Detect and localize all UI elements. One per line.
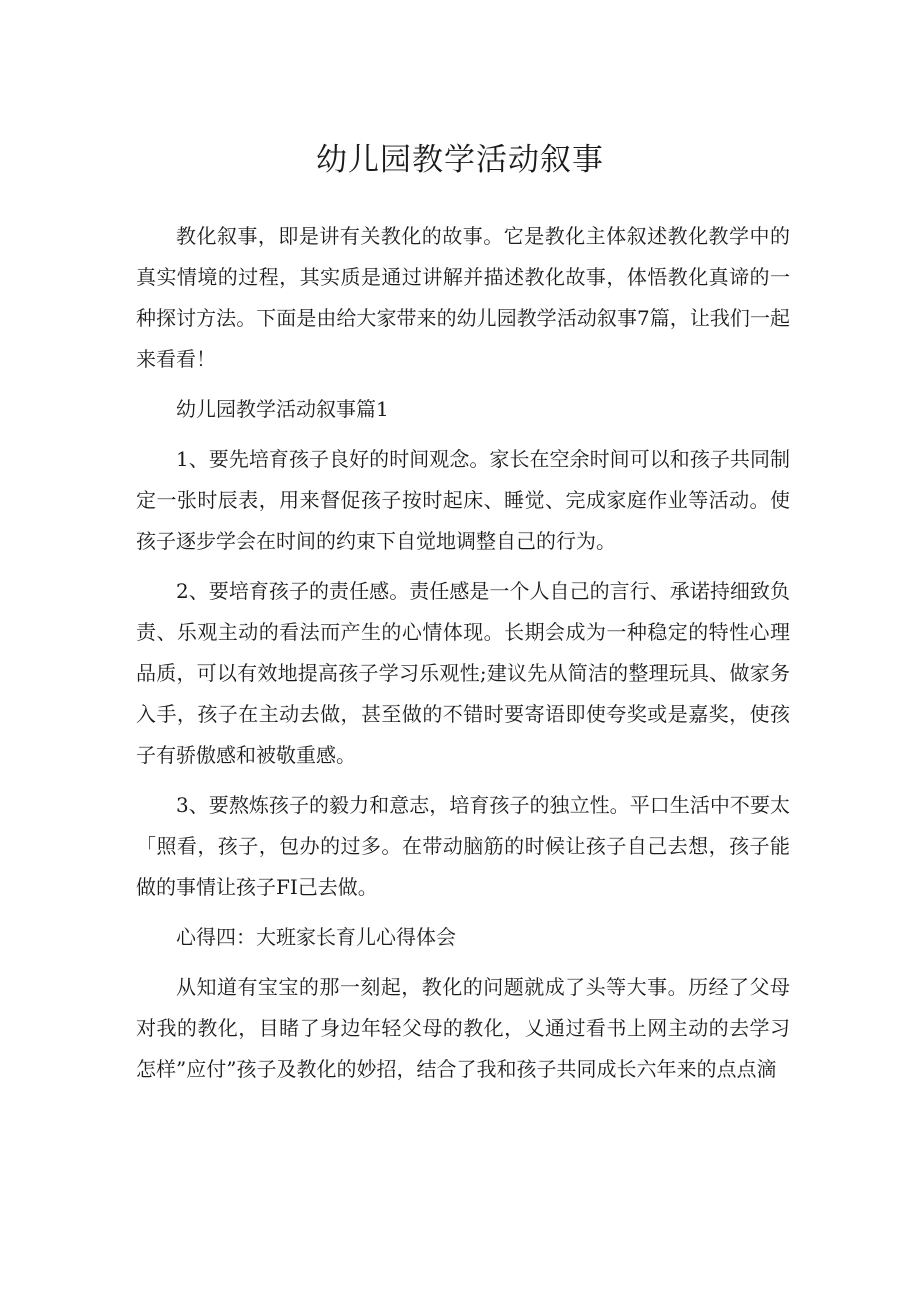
document-body xyxy=(136,216,790,1099)
document-title: 幼儿园教学活动叙事 xyxy=(316,142,604,178)
body-paragraph-4: 从知道有宝宝的那一刻起，教化的问题就成了头等大事。历经了父母对我的教化，目睹了身边年轻父母的教化，乂通过看书上网主动的去学习怎样”应付”孩子及教化的妙招，结合了我和孩子共同成长六年来的点点滴 xyxy=(136,975,790,1081)
section-heading-4: 心得四：大班家长育儿心得体会 xyxy=(176,925,456,949)
body-paragraph-1: 1、要先培育孩子良好的时间观念。家长在空余时间可以和孩子共同制定一张时辰表，用来督促孩子按时起床、睡觉、完成家庭作业等活动。使孩子逐步学会在时间的约束下自觉地调整自己的行为。 xyxy=(136,447,790,553)
body-paragraph-3: 3、要熬炼孩子的毅力和意志，培育孩子的独立性。平口生活中不要太「照看，孩子，包办的过多。在带动脑筋的时候让孩子自己去想，孩子能做的事情让孩子FI己去做。 xyxy=(136,793,790,899)
section-heading-1: 幼儿园教学活动叙事篇1 xyxy=(176,397,389,421)
intro-paragraph: 教化叙事，即是讲有关教化的故事。它是教化主体叙述教化教学中的真实情境的过程，其实质是通过讲解并描述教化故事，体悟教化真谛的一种探讨方法。下面是由给大家带来的幼儿园教学活动叙事7篇，让我们一起来看看！ xyxy=(136,224,790,371)
body-paragraph-2: 2、要培育孩子的责任感。责任感是一个人自己的言行、承诺持细致负责、乐观主动的看法而产生的心情体现。长期会成为一种稳定的特性心理品质，可以有效地提高孩子学习乐观性;建议先从简洁的整理玩具、做家务入手，孩子在主动去做，甚至做的不错时要寄语即使夸奖或是嘉奖，使孩子有骄傲感和被敬重感。 xyxy=(136,579,790,767)
